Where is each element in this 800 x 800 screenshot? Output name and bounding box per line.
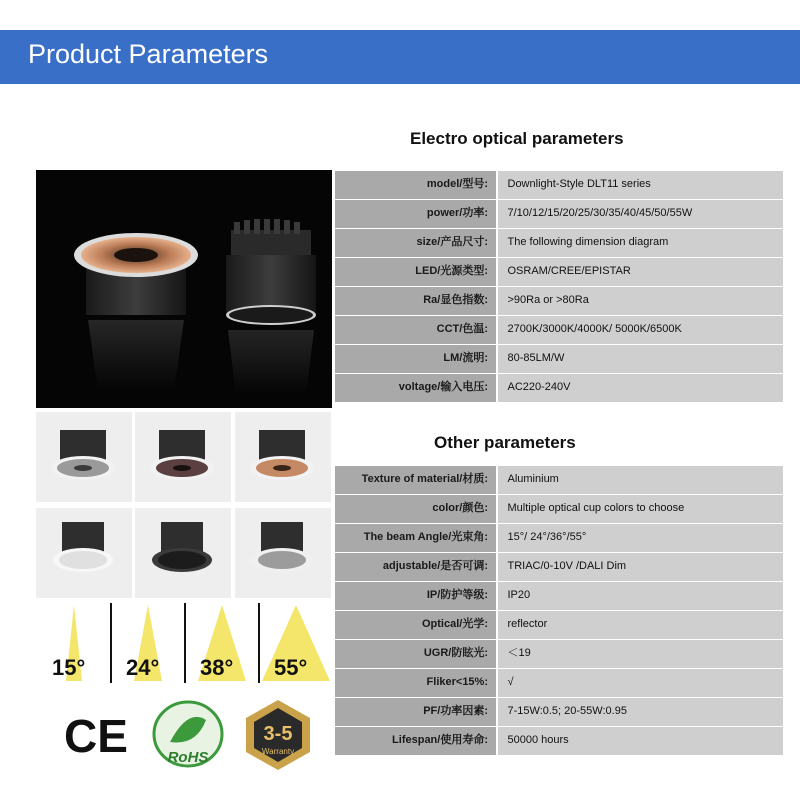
param-row: [335, 374, 783, 402]
param-value: reflector: [498, 611, 784, 639]
param-row: [335, 495, 783, 523]
warranty-word-text: Warranty: [261, 747, 295, 756]
param-row: [335, 316, 783, 344]
warranty-badge-icon: [238, 696, 318, 774]
thumbnail-gold-cup: [235, 412, 331, 502]
param-row: [335, 466, 783, 494]
param-row: [335, 524, 783, 552]
beam-angle-label: 15°: [52, 655, 86, 680]
param-label: CCT/色温:: [335, 316, 496, 344]
param-label: Optical/光学:: [335, 611, 496, 639]
param-label: Fliker<15%:: [335, 669, 496, 697]
beam-cell-55: [260, 603, 332, 683]
param-row: [335, 640, 783, 668]
page-title: Product Parameters: [28, 39, 269, 69]
beam-cell-15: [38, 603, 110, 683]
beam-angle-label: 55°: [274, 655, 308, 680]
param-value: 15°/ 24°/36°/55°: [498, 524, 784, 552]
param-row: [335, 229, 783, 257]
param-value: AC220-240V: [498, 374, 784, 402]
ce-mark-icon: [60, 700, 132, 772]
beam-cell-24: [112, 603, 184, 683]
param-label: Lifespan/使用寿命:: [335, 727, 496, 755]
header-banner: [0, 30, 800, 84]
param-value: 2700K/3000K/4000K/ 5000K/6500K: [498, 316, 784, 344]
param-value: IP20: [498, 582, 784, 610]
param-label: color/颜色:: [335, 495, 496, 523]
param-value: 7-15W:0.5; 20-55W:0.95: [498, 698, 784, 726]
ce-logo-text: CE: [64, 710, 128, 762]
param-label: adjustable/是否可调:: [335, 553, 496, 581]
param-label: voltage/输入电压:: [335, 374, 496, 402]
rohs-leaf-icon: [148, 698, 228, 774]
thumbnail-white-cup: [36, 508, 132, 598]
param-row: [335, 171, 783, 199]
rohs-logo-text: RoHS: [167, 749, 209, 766]
param-row: [335, 727, 783, 755]
param-value: OSRAM/CREE/EPISTAR: [498, 258, 784, 286]
param-row: [335, 582, 783, 610]
param-value: >90Ra or >80Ra: [498, 287, 784, 315]
param-value: Multiple optical cup colors to choose: [498, 495, 784, 523]
warranty-logo: [238, 696, 318, 774]
param-value: Downlight-Style DLT11 series: [498, 171, 784, 199]
param-label: model/型号:: [335, 171, 496, 199]
param-row: [335, 200, 783, 228]
param-value: 50000 hours: [498, 727, 784, 755]
warranty-years-text: 3-5: [263, 723, 293, 745]
param-value: The following dimension diagram: [498, 229, 784, 257]
param-row: [335, 553, 783, 581]
param-label: The beam Angle/光束角:: [335, 524, 496, 552]
param-label: Texture of material/材质:: [335, 466, 496, 494]
beam-cell-38: [186, 603, 258, 683]
product-photo: [36, 170, 332, 408]
other-section-title: Other parameters: [434, 433, 576, 452]
param-label: LED/光源类型:: [335, 258, 496, 286]
param-value: Aluminium: [498, 466, 784, 494]
param-label: power/功率:: [335, 200, 496, 228]
downlight-grey-icon: [235, 508, 331, 598]
thumbnail-silver-cup: [36, 412, 132, 502]
param-row: [335, 611, 783, 639]
param-value: ＜19: [498, 640, 784, 668]
param-label: IP/防护等级:: [335, 582, 496, 610]
thumbnail-black-cup: [135, 412, 231, 502]
param-row: [335, 698, 783, 726]
param-value: 7/10/12/15/20/25/30/35/40/45/50/55W: [498, 200, 784, 228]
beam-angle-label: 38°: [200, 655, 234, 680]
thumbnail-grey-cup: [235, 508, 331, 598]
electro-parameters-table: [335, 171, 783, 403]
param-label: Ra/显色指数:: [335, 287, 496, 315]
rohs-logo: [148, 698, 228, 774]
param-row: [335, 669, 783, 697]
other-parameters-table: [335, 466, 783, 756]
downlight-gold-icon: [235, 412, 331, 502]
thumbnail-dark-cup: [135, 508, 231, 598]
electro-section-title: Electro optical parameters: [410, 129, 624, 148]
downlight-dark-icon: [135, 412, 231, 502]
param-row: [335, 345, 783, 373]
beam-angle-strip: [38, 603, 328, 683]
param-label: PF/功率因素:: [335, 698, 496, 726]
downlight-silver-icon: [36, 412, 132, 502]
param-row: [335, 258, 783, 286]
downlight-product-image: [36, 170, 332, 408]
param-label: LM/流明:: [335, 345, 496, 373]
param-label: size/产品尺寸:: [335, 229, 496, 257]
param-value: √: [498, 669, 784, 697]
param-label: UGR/防眩光:: [335, 640, 496, 668]
beam-angle-label: 24°: [126, 655, 160, 680]
param-value: TRIAC/0-10V /DALI Dim: [498, 553, 784, 581]
param-row: [335, 287, 783, 315]
param-value: 80-85LM/W: [498, 345, 784, 373]
ce-logo: [60, 700, 132, 772]
downlight-white-icon: [36, 508, 132, 598]
downlight-black-icon: [135, 508, 231, 598]
